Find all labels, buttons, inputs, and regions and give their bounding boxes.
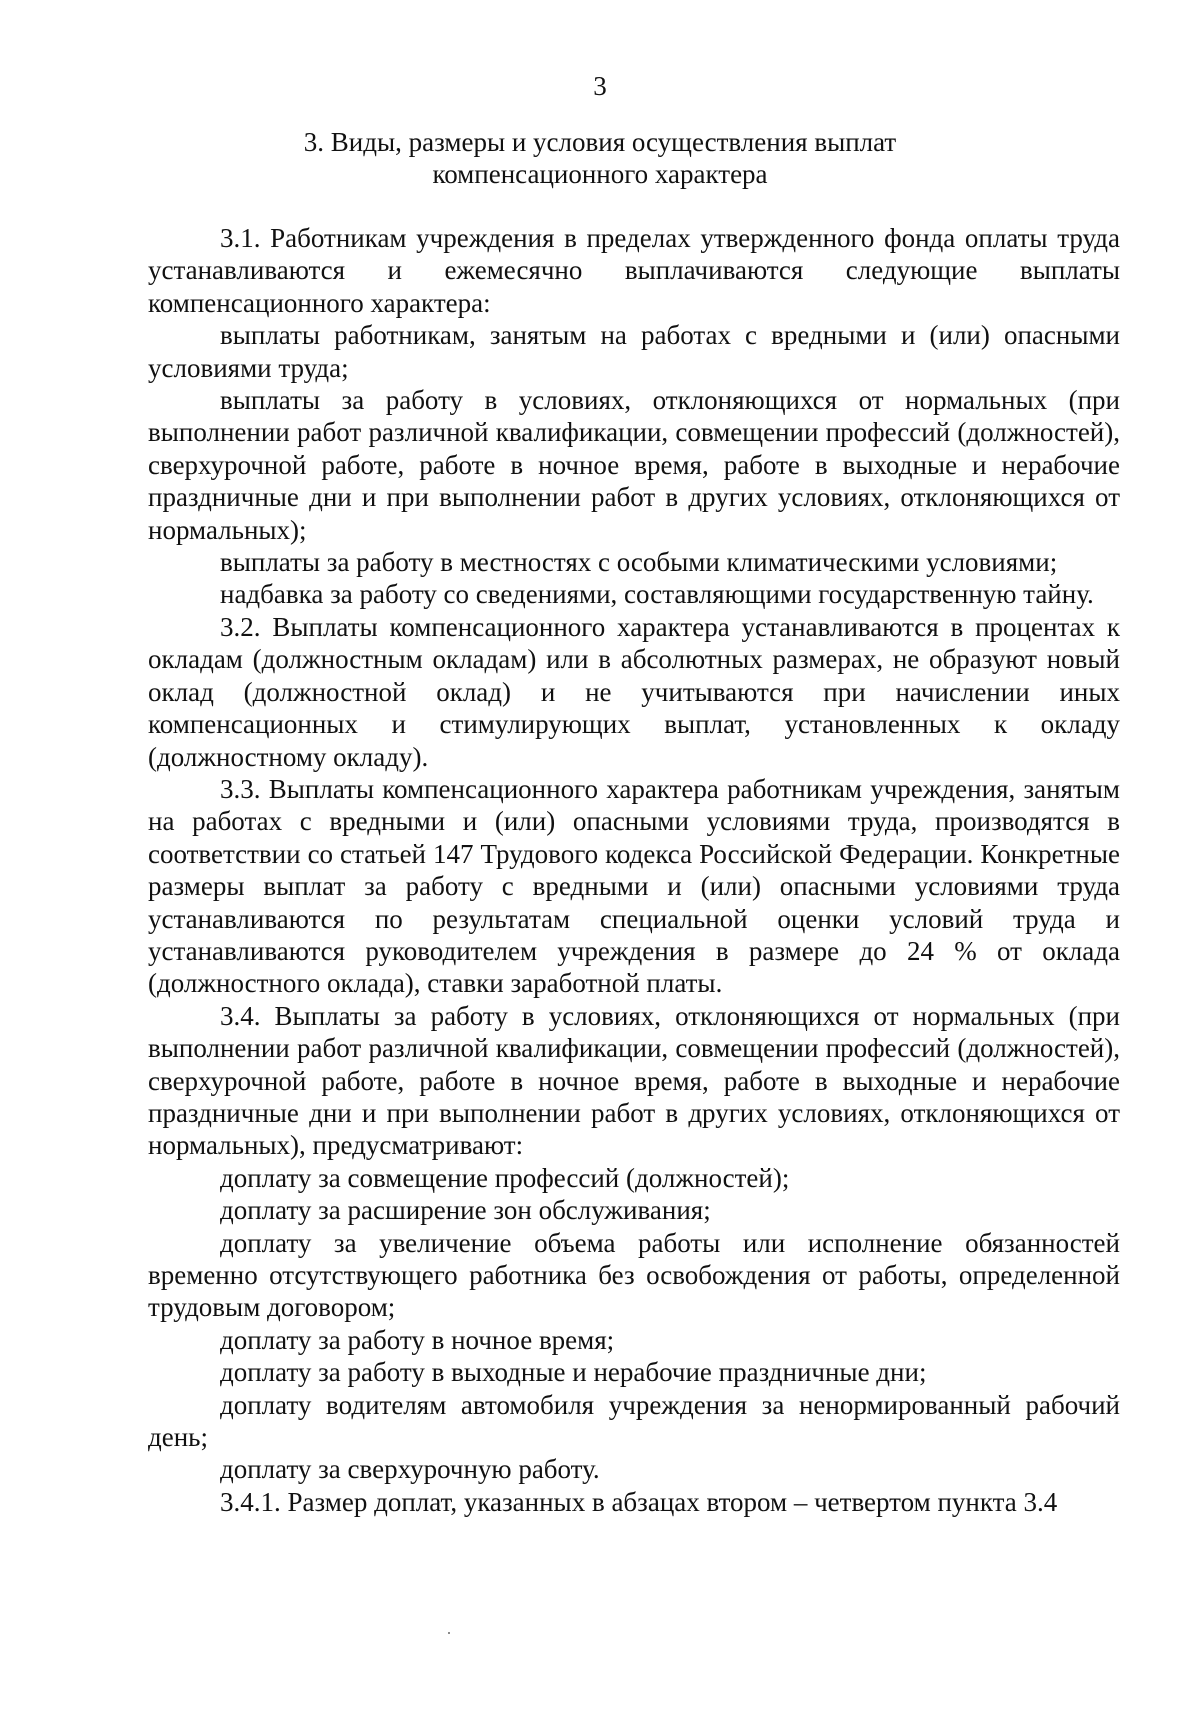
paragraph: доплату за работу в ночное время;	[220, 1324, 615, 1355]
paragraph: 3.2. Выплаты компенсационного характера устанавливаются в процентах к окладам (должностным окладам) или в абсолютных размерах, не образуют новый оклад (должностной оклад) и не учитываются при начислении иных компенсационных и стимулирующих выплат, установленных к окладу (должностному окладу).	[148, 611, 1120, 772]
paragraph: доплату водителям автомобиля учреждения за ненормированный рабочий день;	[148, 1389, 1120, 1453]
paragraph: 3.4. Выплаты за работу в условиях, отклоняющихся от нормальных (при выполнении работ различной квалификации, совмещении профессий (должностей), сверхурочной работе, работе в ночное время, работе в выходные и нерабочие праздничные дни и при выполнении работ в других условиях, отклоняющихся от нормальных), предусматривают:	[148, 1000, 1120, 1161]
paragraph: доплату за сверхурочную работу.	[220, 1454, 600, 1485]
document-body	[148, 222, 1120, 1518]
section-title-line-1: 3. Виды, размеры и условия осуществления выплат	[303, 127, 897, 157]
section-title	[0, 126, 1200, 190]
paragraph: доплату за увеличение объема работы или исполнение обязанностей временно отсутствующего работника без освобождения от работы, определенной трудовым договором;	[148, 1227, 1120, 1323]
page-number: 3	[593, 71, 607, 101]
paragraph: выплаты за работу в местностях с особыми климатическими условиями;	[220, 547, 1058, 578]
paragraph: доплату за расширение зон обслуживания;	[220, 1195, 711, 1226]
paragraph: выплаты работникам, занятым на работах с вредными и (или) опасными условиями труда;	[148, 320, 1120, 383]
paragraph: 3.3. Выплаты компенсационного характера работникам учреждения, занятым на работах с вредными и (или) опасными условиями труда, производятся в соответствии со статьей 147 Трудового кодекса Российской Федерации. Конкретные размеры выплат за работу с вредными и (или) опасными условиями труда устанавливаются по результатам специальной оценки условий труда и устанавливаются руководителем учреждения в размере до 24 % от оклада (должностного оклада), ставки заработной платы.	[148, 773, 1120, 999]
paragraph: 3.1. Работникам учреждения в пределах утвержденного фонда оплаты труда устанавливаются и ежемесячно выплачиваются следующие выплаты компенсационного характера:	[148, 223, 1120, 318]
paragraph: надбавка за работу со сведениями, составляющими государственную тайну.	[220, 579, 1094, 610]
scan-speck	[448, 1632, 450, 1634]
paragraph: доплату за работу в выходные и нерабочие праздничные дни;	[220, 1357, 927, 1388]
section-title-line-2: компенсационного характера	[432, 159, 768, 189]
paragraph: доплату за совмещение профессий (должностей);	[220, 1162, 790, 1193]
paragraph: выплаты за работу в условиях, отклоняющихся от нормальных (при выполнении работ различной квалификации, совмещении профессий (должностей), сверхурочной работе, работе в ночное время, работе в выходные и нерабочие праздничные дни и при выполнении работ в других условиях, отклоняющихся от нормальных);	[148, 385, 1120, 545]
paragraph: 3.4.1. Размер доплат, указанных в абзацах втором – четвертом пункта 3.4	[220, 1486, 1058, 1517]
